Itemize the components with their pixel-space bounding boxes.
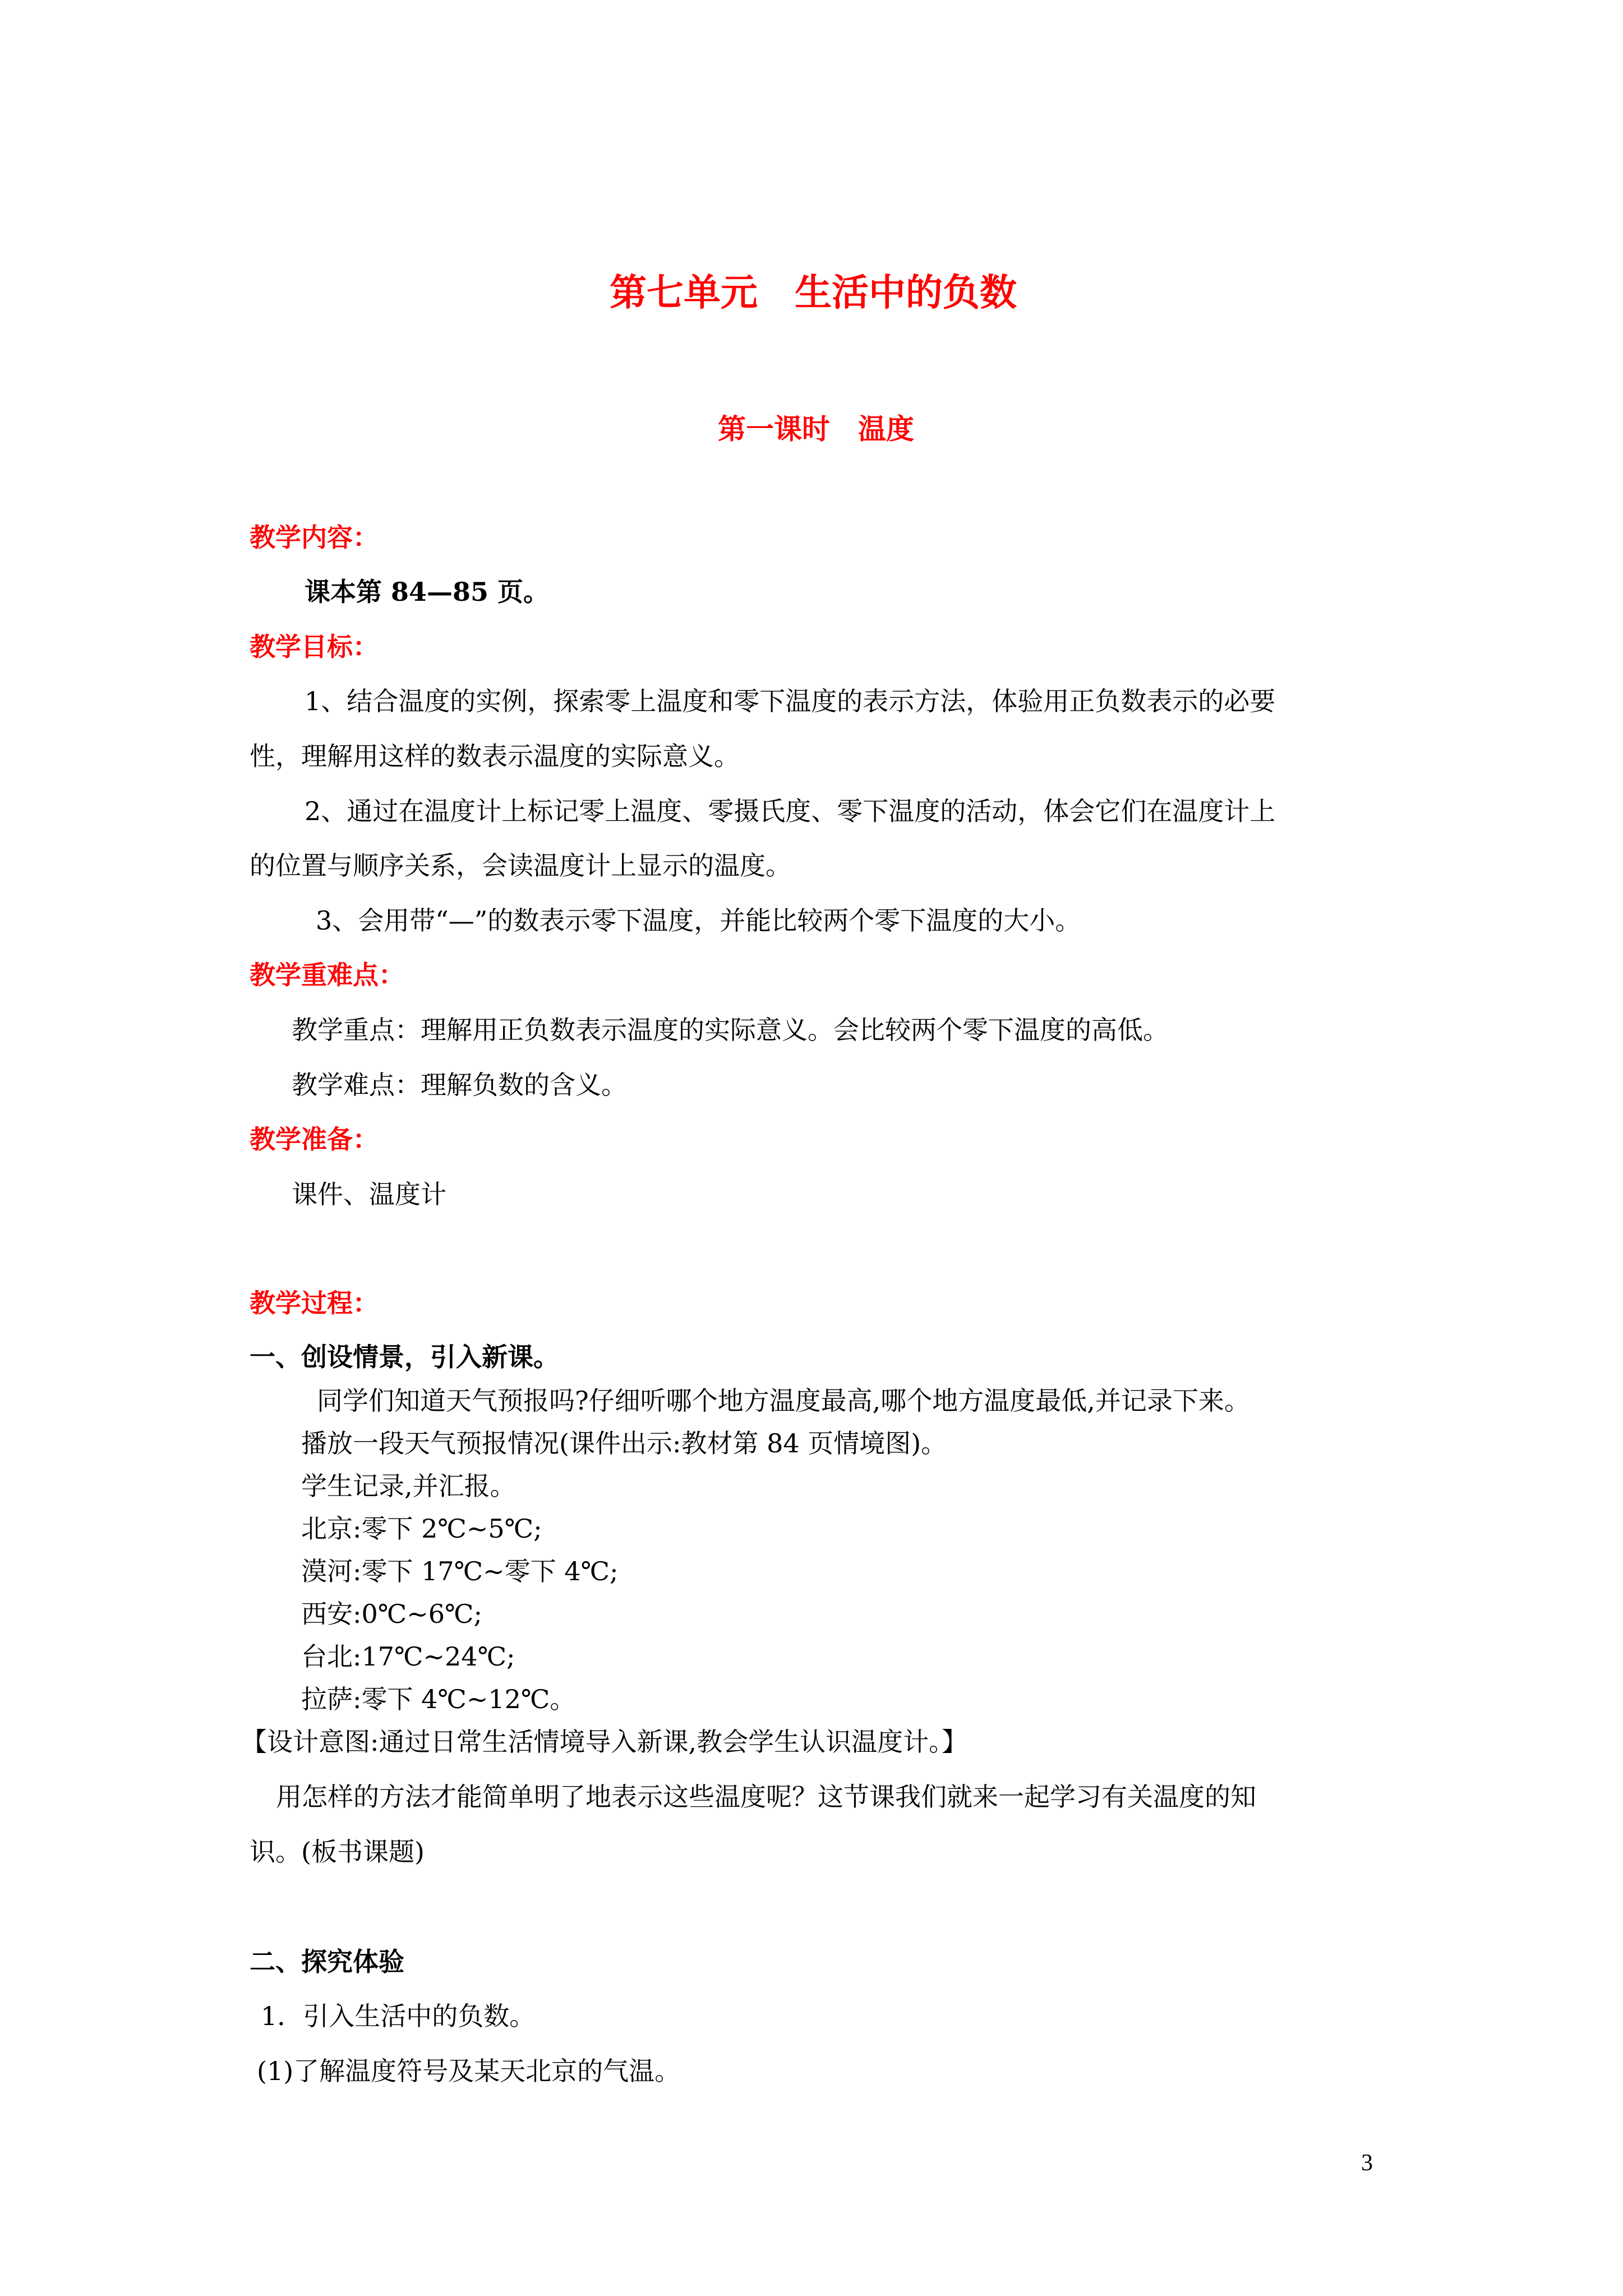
goal-3: 3、会用带“—”的数表示零下温度，并能比较两个零下温度的大小。: [316, 905, 1081, 936]
process-line: 学生记录,并汇报。: [301, 1471, 516, 1501]
paragraph-line-1: 用怎样的方法才能简单明了地表示这些温度呢？这节课我们就来一起学习有关温度的知: [276, 1782, 1256, 1812]
part-2-item-1: 1．引入生活中的负数。: [261, 2001, 536, 2031]
key-point-text: 教学重点：理解用正负数表示温度的实际意义。会比较两个零下温度的高低。: [292, 1015, 1169, 1045]
goal-1-line-1: 1、结合温度的实例，探索零上温度和零下温度的表示方法，体验用正负数表示的必要: [305, 686, 1276, 716]
goal-2-line-1: 2、通过在温度计上标记零上温度、零摄氏度、零下温度的活动，体会它们在温度计上: [305, 796, 1276, 826]
temperature-record: 拉萨:零下 4℃~12℃。: [301, 1684, 576, 1714]
process-heading: 教学过程：: [250, 1288, 379, 1318]
lesson-subtitle: 第一课时 温度: [718, 412, 914, 445]
paragraph-line-2: 识。(板书课题): [250, 1837, 425, 1867]
temperature-record: 北京:零下 2℃~5℃;: [301, 1513, 542, 1544]
content-text: 课本第 84—85 页。: [305, 577, 550, 607]
difficulty-text: 教学难点：理解负数的含义。: [292, 1070, 627, 1100]
prep-text: 课件、温度计: [292, 1179, 446, 1209]
design-note: 【设计意图:通过日常生活情境导入新课,教会学生认识温度计。】: [241, 1727, 968, 1757]
part-1-heading: 一、创设情景，引入新课。: [250, 1342, 559, 1372]
part-2-item-1-sub: (1)了解温度符号及某天北京的气温。: [257, 2056, 681, 2086]
temperature-record: 漠河:零下 17℃~零下 4℃;: [301, 1556, 619, 1586]
part-2-heading: 二、探究体验: [250, 1947, 404, 1977]
process-line: 播放一段天气预报情况(课件出示:教材第 84 页情境图)。: [301, 1428, 947, 1458]
process-line: 同学们知道天气预报吗?仔细听哪个地方温度最高,哪个地方温度最低,并记录下来。: [317, 1386, 1250, 1416]
page-number: 3: [1361, 2150, 1373, 2176]
key-points-heading: 教学重难点：: [250, 960, 404, 990]
goals-heading: 教学目标：: [250, 632, 379, 662]
prep-heading: 教学准备：: [250, 1124, 379, 1154]
temperature-record: 台北:17℃~24℃;: [301, 1641, 515, 1672]
page-title: 第七单元 生活中的负数: [610, 270, 1017, 314]
goal-2-line-2: 的位置与顺序关系，会读温度计上显示的温度。: [250, 850, 791, 881]
temperature-record: 西安:0℃~6℃;: [301, 1599, 482, 1629]
content-heading: 教学内容：: [250, 522, 379, 553]
goal-1-line-2: 性，理解用这样的数表示温度的实际意义。: [250, 741, 740, 771]
